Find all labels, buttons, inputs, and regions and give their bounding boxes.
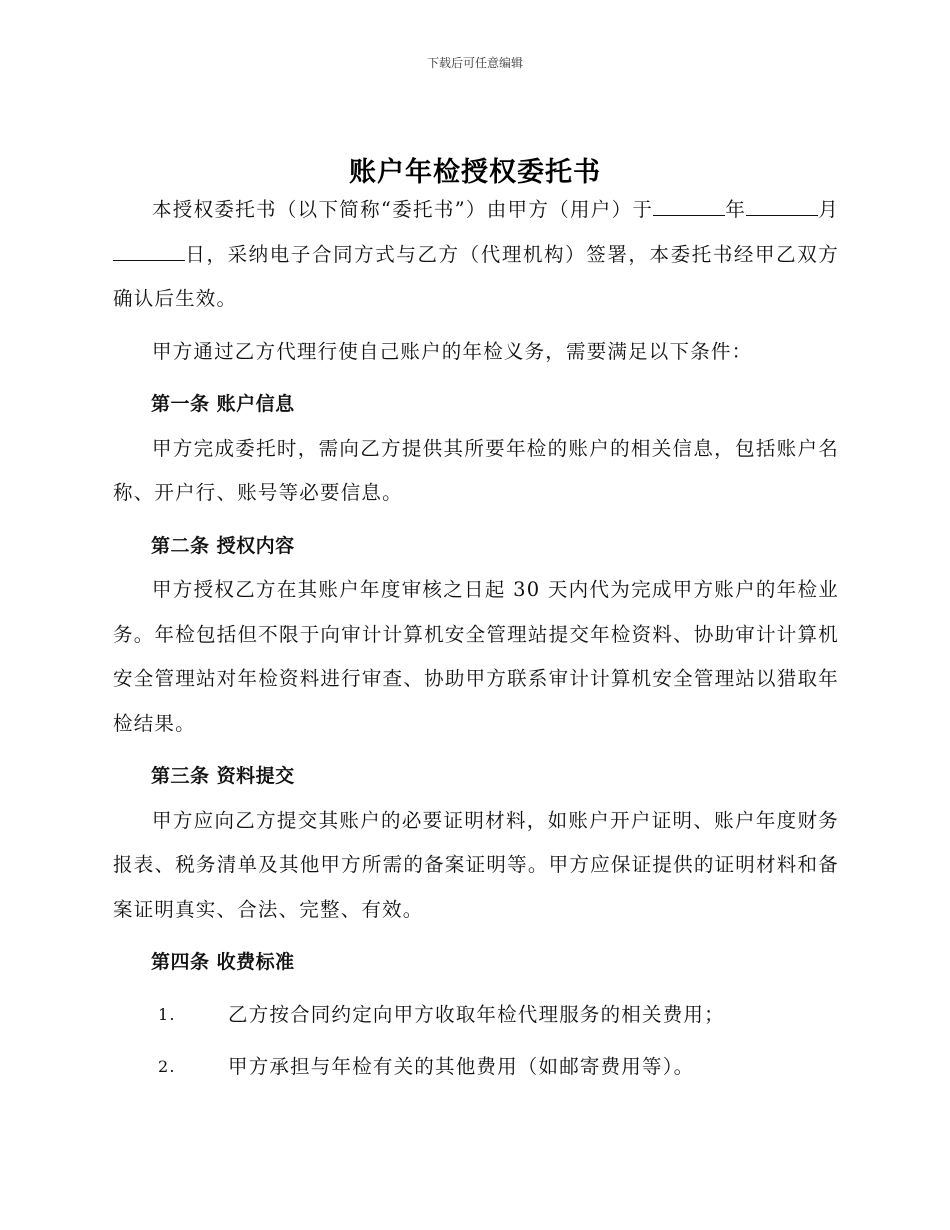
article-1-heading: 第一条 账户信息 xyxy=(151,393,295,415)
year-blank xyxy=(653,194,725,216)
month-blank xyxy=(746,194,818,216)
list-text: 乙方按合同约定向甲方收取年检代理服务的相关费用； xyxy=(228,1002,725,1026)
document-body xyxy=(113,188,839,1090)
list-number: 1. xyxy=(158,1004,176,1024)
intro-text: 本授权委托书（以下简称“委托书”）由甲方（用户）于 xyxy=(152,198,654,221)
page-header-note: 下载后可任意编辑 xyxy=(426,56,523,70)
condition-intro: 甲方通过乙方代理行使自己账户的年检义务，需要满足以下条件： xyxy=(152,339,753,363)
article-2-paragraph: 甲方授权乙方在其账户年度审核之日起 30 天内代为完成甲方账户的年检业务。年检包括但不限于向审计计算机安全管理站提交年检资料、协助审计计算机安全管理站对年检资料进行审查、协助甲方联系审计计算机安全管理站以猎取年检结果。 xyxy=(113,578,839,735)
document-title: 账户年检授权委托书 xyxy=(349,157,601,188)
article-2-heading: 第二条 授权内容 xyxy=(151,534,295,557)
article-3-paragraph: 甲方应向乙方提交其账户的必要证明材料，如账户开户证明、账户年度财务报表、税务清单及其他甲方所需的备案证明等。甲方应保证提供的证明材料和备案证明真实、合法、完整、有效。 xyxy=(113,808,839,921)
article-3-heading: 第三条 资料提交 xyxy=(151,765,295,787)
fee-list-item xyxy=(113,993,839,1038)
list-number: 2. xyxy=(158,1057,176,1076)
article-4-heading: 第四条 收费标准 xyxy=(151,951,295,973)
month-label: 月 xyxy=(818,198,840,221)
intro-text-continued: 日，采纳电子合同方式与乙方（代理机构）签署，本委托书经甲乙双方确认后生效。 xyxy=(113,242,839,310)
day-blank xyxy=(113,238,185,260)
year-label: 年 xyxy=(725,198,747,221)
list-text: 甲方承担与年检有关的其他费用（如邮寄费用等）。 xyxy=(228,1055,695,1078)
fee-list-item xyxy=(113,1045,839,1090)
article-1-paragraph: 甲方完成委托时，需向乙方提供其所要年检的账户的相关信息，包括账户名称、开户行、账号等必要信息。 xyxy=(113,436,839,504)
intro-paragraph xyxy=(113,188,839,322)
